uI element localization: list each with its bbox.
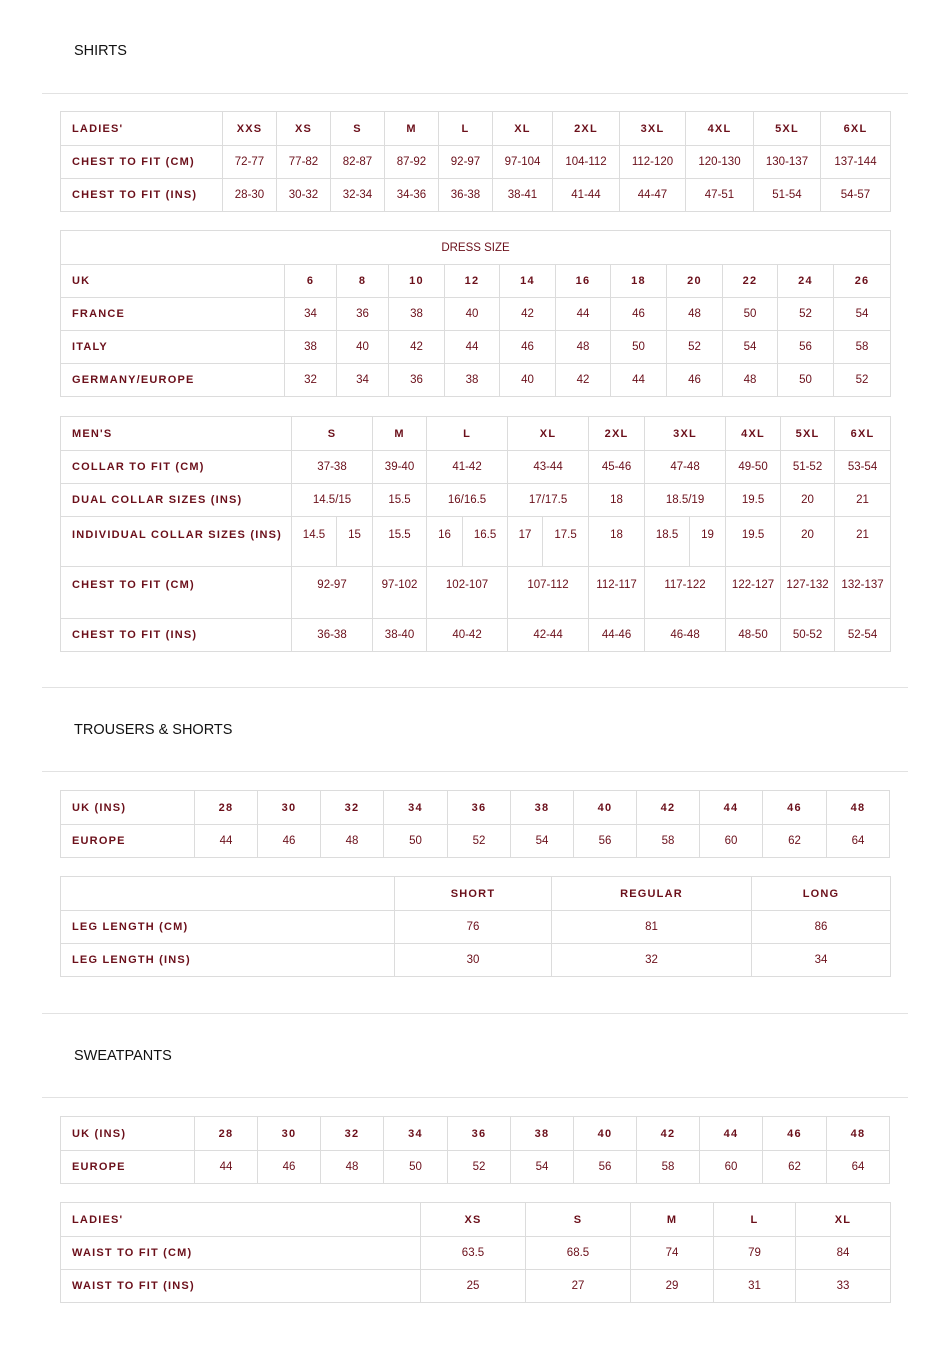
table-cell: 21	[835, 484, 891, 517]
size-header: 6XL	[835, 417, 891, 451]
table-cell: 30	[395, 944, 552, 977]
table-row	[61, 619, 891, 652]
table-cell: 34	[752, 944, 891, 977]
table-cell: 50	[723, 298, 778, 331]
table-cell: 29	[631, 1270, 714, 1303]
table-cell: 87-92	[385, 146, 439, 179]
table-cell: 117-122	[645, 567, 726, 619]
size-header: 18	[611, 265, 667, 298]
table-cell: 17.5	[543, 517, 589, 567]
table-cell: 52	[834, 364, 891, 397]
size-header: 22	[723, 265, 778, 298]
size-header: 28	[195, 1117, 258, 1151]
table-cell: 52	[667, 331, 723, 364]
table-cell: 64	[827, 825, 890, 858]
table-cell: 86	[752, 911, 891, 944]
divider	[42, 687, 908, 688]
table-cell: 60	[700, 825, 763, 858]
row-label: CHEST TO FIT (CM)	[61, 146, 223, 179]
row-label: WAIST TO FIT (CM)	[61, 1237, 421, 1270]
table-header-row	[61, 112, 891, 146]
size-header: 38	[511, 1117, 574, 1151]
table-cell: 107-112	[508, 567, 589, 619]
table-cell: 18.5/19	[645, 484, 726, 517]
table-row	[61, 1270, 891, 1303]
table-cell: 32	[552, 944, 752, 977]
table-cell: 54-57	[821, 179, 891, 212]
table-cell: 48	[723, 364, 778, 397]
size-header: L	[714, 1203, 796, 1237]
row-label: LEG LENGTH (CM)	[61, 911, 395, 944]
table-cell: 38-40	[373, 619, 427, 652]
table-cell: 14.5	[292, 517, 337, 567]
size-header: 44	[700, 791, 763, 825]
sweatpants-waist-table	[60, 1116, 890, 1184]
table-cell: 52	[448, 825, 511, 858]
size-header: 24	[778, 265, 834, 298]
table-cell: 17	[508, 517, 543, 567]
size-header: 42	[637, 1117, 700, 1151]
table-cell: 97-104	[493, 146, 553, 179]
table-cell: 16	[427, 517, 463, 567]
table-row	[61, 331, 891, 364]
table-cell: 84	[796, 1237, 891, 1270]
table-cell: 37-38	[292, 451, 373, 484]
size-header: M	[631, 1203, 714, 1237]
size-header: 26	[834, 265, 891, 298]
table-cell: 68.5	[526, 1237, 631, 1270]
table-row	[61, 179, 891, 212]
row-label: LADIES'	[61, 1203, 421, 1237]
table-cell: 20	[781, 484, 835, 517]
table-cell: 39-40	[373, 451, 427, 484]
table-cell: 17/17.5	[508, 484, 589, 517]
table-cell: 47-51	[686, 179, 754, 212]
table-cell: 47-48	[645, 451, 726, 484]
row-label: LEG LENGTH (INS)	[61, 944, 395, 977]
size-header: 44	[700, 1117, 763, 1151]
table-cell: 112-117	[589, 567, 645, 619]
size-header: L	[439, 112, 493, 146]
divider	[42, 771, 908, 772]
size-header: 46	[763, 791, 827, 825]
table-cell: 52	[778, 298, 834, 331]
size-header: M	[385, 112, 439, 146]
size-header: 28	[195, 791, 258, 825]
table-header-row	[61, 417, 891, 451]
table-cell: 79	[714, 1237, 796, 1270]
table-cell: 81	[552, 911, 752, 944]
size-header: 38	[511, 791, 574, 825]
table-cell: 104-112	[553, 146, 620, 179]
table-cell: 44-46	[589, 619, 645, 652]
table-cell: 46	[667, 364, 723, 397]
table-cell: 49-50	[726, 451, 781, 484]
table-cell: 120-130	[686, 146, 754, 179]
table-cell: 58	[834, 331, 891, 364]
sweatpants-ladies-table	[60, 1202, 891, 1303]
table-cell: 50	[384, 825, 448, 858]
row-label: CHEST TO FIT (CM)	[61, 567, 292, 619]
table-cell: 40	[445, 298, 500, 331]
size-header: XS	[421, 1203, 526, 1237]
table-cell: 51-52	[781, 451, 835, 484]
table-cell: 36-38	[292, 619, 373, 652]
table-row	[61, 825, 890, 858]
size-header: 20	[667, 265, 723, 298]
shirts-mens-table	[60, 416, 891, 652]
table-caption-row	[61, 231, 891, 265]
size-header: 40	[574, 791, 637, 825]
table-row	[61, 364, 891, 397]
shirts-title: SHIRTS	[74, 43, 127, 59]
table-cell: 56	[574, 825, 637, 858]
table-cell: 19	[690, 517, 726, 567]
size-header: 6	[285, 265, 337, 298]
size-header: 32	[321, 791, 384, 825]
size-header: 48	[827, 791, 890, 825]
table-row	[61, 484, 891, 517]
table-cell: 42	[389, 331, 445, 364]
table-cell: 18.5	[645, 517, 690, 567]
table-cell: 44	[195, 1151, 258, 1184]
table-cell: 19.5	[726, 484, 781, 517]
row-label: LADIES'	[61, 112, 223, 146]
table-cell: 50-52	[781, 619, 835, 652]
table-cell: 50	[384, 1151, 448, 1184]
table-cell: 38-41	[493, 179, 553, 212]
table-cell: 102-107	[427, 567, 508, 619]
size-header: 36	[448, 791, 511, 825]
table-row	[61, 1237, 891, 1270]
table-cell: 44	[556, 298, 611, 331]
table-cell: 112-120	[620, 146, 686, 179]
table-cell: 54	[834, 298, 891, 331]
table-cell: 36	[337, 298, 389, 331]
table-cell: 64	[827, 1151, 890, 1184]
table-cell: 122-127	[726, 567, 781, 619]
size-header: XS	[277, 112, 331, 146]
table-cell: 41-44	[553, 179, 620, 212]
table-cell: 40	[337, 331, 389, 364]
row-label: MEN'S	[61, 417, 292, 451]
table-cell: 42	[500, 298, 556, 331]
table-cell: 132-137	[835, 567, 891, 619]
table-cell: 30-32	[277, 179, 331, 212]
dress-size-caption: DRESS SIZE	[61, 231, 891, 265]
sweatpants-title: SWEATPANTS	[74, 1048, 172, 1064]
table-cell: 54	[723, 331, 778, 364]
table-cell: 32	[285, 364, 337, 397]
table-cell: 18	[589, 484, 645, 517]
table-cell: 16/16.5	[427, 484, 508, 517]
table-cell: 58	[637, 1151, 700, 1184]
size-header: 36	[448, 1117, 511, 1151]
table-cell: 46	[500, 331, 556, 364]
row-label: CHEST TO FIT (INS)	[61, 179, 223, 212]
table-cell: 50	[778, 364, 834, 397]
table-cell: 76	[395, 911, 552, 944]
table-header-row	[61, 265, 891, 298]
table-cell: 127-132	[781, 567, 835, 619]
table-header-row	[61, 1203, 891, 1237]
table-cell: 32-34	[331, 179, 385, 212]
row-label	[61, 877, 395, 911]
table-row	[61, 567, 891, 619]
divider	[42, 1013, 908, 1014]
size-header: 5XL	[754, 112, 821, 146]
table-cell: 50	[611, 331, 667, 364]
size-header: 34	[384, 1117, 448, 1151]
table-cell: 43-44	[508, 451, 589, 484]
table-cell: 130-137	[754, 146, 821, 179]
size-header: 34	[384, 791, 448, 825]
table-cell: 58	[637, 825, 700, 858]
row-label: CHEST TO FIT (INS)	[61, 619, 292, 652]
table-cell: 45-46	[589, 451, 645, 484]
table-cell: 34-36	[385, 179, 439, 212]
size-header: 30	[258, 1117, 321, 1151]
shirts-ladies-table	[60, 111, 891, 212]
size-header: 2XL	[553, 112, 620, 146]
table-cell: 82-87	[331, 146, 385, 179]
size-header: XXS	[223, 112, 277, 146]
table-cell: 56	[778, 331, 834, 364]
table-cell: 63.5	[421, 1237, 526, 1270]
row-label: UK	[61, 265, 285, 298]
table-cell: 19.5	[726, 517, 781, 567]
size-header: S	[526, 1203, 631, 1237]
table-cell: 48-50	[726, 619, 781, 652]
table-cell: 77-82	[277, 146, 331, 179]
table-cell: 137-144	[821, 146, 891, 179]
size-header: M	[373, 417, 427, 451]
size-header: 6XL	[821, 112, 891, 146]
table-cell: 42-44	[508, 619, 589, 652]
row-label: EUROPE	[61, 825, 195, 858]
dress-size-table	[60, 230, 891, 397]
size-header: 2XL	[589, 417, 645, 451]
size-header: 42	[637, 791, 700, 825]
table-cell: 46	[258, 825, 321, 858]
table-cell: 31	[714, 1270, 796, 1303]
table-cell: 62	[763, 1151, 827, 1184]
row-label: INDIVIDUAL COLLAR SIZES (INS)	[61, 517, 292, 567]
trousers-title: TROUSERS & SHORTS	[74, 722, 233, 738]
table-row	[61, 298, 891, 331]
table-cell: 44-47	[620, 179, 686, 212]
size-header: 12	[445, 265, 500, 298]
table-cell: 36-38	[439, 179, 493, 212]
table-row	[61, 944, 891, 977]
table-cell: 46-48	[645, 619, 726, 652]
table-cell: 42	[556, 364, 611, 397]
table-row	[61, 911, 891, 944]
size-header: 46	[763, 1117, 827, 1151]
length-header: REGULAR	[552, 877, 752, 911]
row-label: COLLAR TO FIT (CM)	[61, 451, 292, 484]
table-cell: 38	[285, 331, 337, 364]
trousers-waist-table	[60, 790, 890, 858]
table-cell: 44	[611, 364, 667, 397]
row-label: UK (INS)	[61, 1117, 195, 1151]
size-header: 4XL	[726, 417, 781, 451]
table-cell: 46	[611, 298, 667, 331]
table-cell: 18	[589, 517, 645, 567]
table-cell: 92-97	[292, 567, 373, 619]
row-label: ITALY	[61, 331, 285, 364]
size-header: 16	[556, 265, 611, 298]
size-header: 32	[321, 1117, 384, 1151]
size-header: 30	[258, 791, 321, 825]
table-cell: 16.5	[463, 517, 508, 567]
size-header: 3XL	[620, 112, 686, 146]
table-cell: 38	[445, 364, 500, 397]
table-cell: 48	[321, 1151, 384, 1184]
table-cell: 14.5/15	[292, 484, 373, 517]
size-header: S	[331, 112, 385, 146]
size-header: XL	[796, 1203, 891, 1237]
table-cell: 41-42	[427, 451, 508, 484]
table-row	[61, 517, 891, 567]
table-cell: 46	[258, 1151, 321, 1184]
table-row	[61, 146, 891, 179]
table-cell: 51-54	[754, 179, 821, 212]
size-header: 40	[574, 1117, 637, 1151]
table-row	[61, 1151, 890, 1184]
row-label: WAIST TO FIT (INS)	[61, 1270, 421, 1303]
table-cell: 97-102	[373, 567, 427, 619]
table-cell: 53-54	[835, 451, 891, 484]
table-cell: 36	[389, 364, 445, 397]
table-cell: 48	[556, 331, 611, 364]
table-header-row	[61, 1117, 890, 1151]
table-cell: 74	[631, 1237, 714, 1270]
table-cell: 56	[574, 1151, 637, 1184]
table-row	[61, 451, 891, 484]
size-header: S	[292, 417, 373, 451]
table-cell: 54	[511, 825, 574, 858]
table-cell: 21	[835, 517, 891, 567]
divider	[42, 1097, 908, 1098]
table-cell: 34	[285, 298, 337, 331]
table-cell: 44	[445, 331, 500, 364]
divider	[42, 93, 908, 94]
table-cell: 92-97	[439, 146, 493, 179]
row-label: UK (INS)	[61, 791, 195, 825]
table-cell: 15.5	[373, 484, 427, 517]
length-header: LONG	[752, 877, 891, 911]
size-header: XL	[493, 112, 553, 146]
table-header-row	[61, 877, 891, 911]
table-header-row	[61, 791, 890, 825]
table-cell: 15.5	[373, 517, 427, 567]
length-header: SHORT	[395, 877, 552, 911]
table-cell: 38	[389, 298, 445, 331]
table-cell: 27	[526, 1270, 631, 1303]
table-cell: 25	[421, 1270, 526, 1303]
size-header: 4XL	[686, 112, 754, 146]
size-header: 48	[827, 1117, 890, 1151]
table-cell: 72-77	[223, 146, 277, 179]
table-cell: 62	[763, 825, 827, 858]
table-cell: 28-30	[223, 179, 277, 212]
table-cell: 40-42	[427, 619, 508, 652]
size-header: 8	[337, 265, 389, 298]
size-header: 5XL	[781, 417, 835, 451]
table-cell: 15	[337, 517, 373, 567]
row-label: DUAL COLLAR SIZES (INS)	[61, 484, 292, 517]
row-label: GERMANY/EUROPE	[61, 364, 285, 397]
size-header: 3XL	[645, 417, 726, 451]
table-cell: 48	[321, 825, 384, 858]
table-cell: 33	[796, 1270, 891, 1303]
table-cell: 48	[667, 298, 723, 331]
size-header: 10	[389, 265, 445, 298]
table-cell: 52	[448, 1151, 511, 1184]
table-cell: 34	[337, 364, 389, 397]
table-cell: 44	[195, 825, 258, 858]
size-header: L	[427, 417, 508, 451]
table-cell: 20	[781, 517, 835, 567]
row-label: FRANCE	[61, 298, 285, 331]
table-cell: 54	[511, 1151, 574, 1184]
row-label: EUROPE	[61, 1151, 195, 1184]
size-header: 14	[500, 265, 556, 298]
size-header: XL	[508, 417, 589, 451]
table-cell: 60	[700, 1151, 763, 1184]
table-cell: 40	[500, 364, 556, 397]
trousers-leg-table	[60, 876, 891, 977]
table-cell: 52-54	[835, 619, 891, 652]
